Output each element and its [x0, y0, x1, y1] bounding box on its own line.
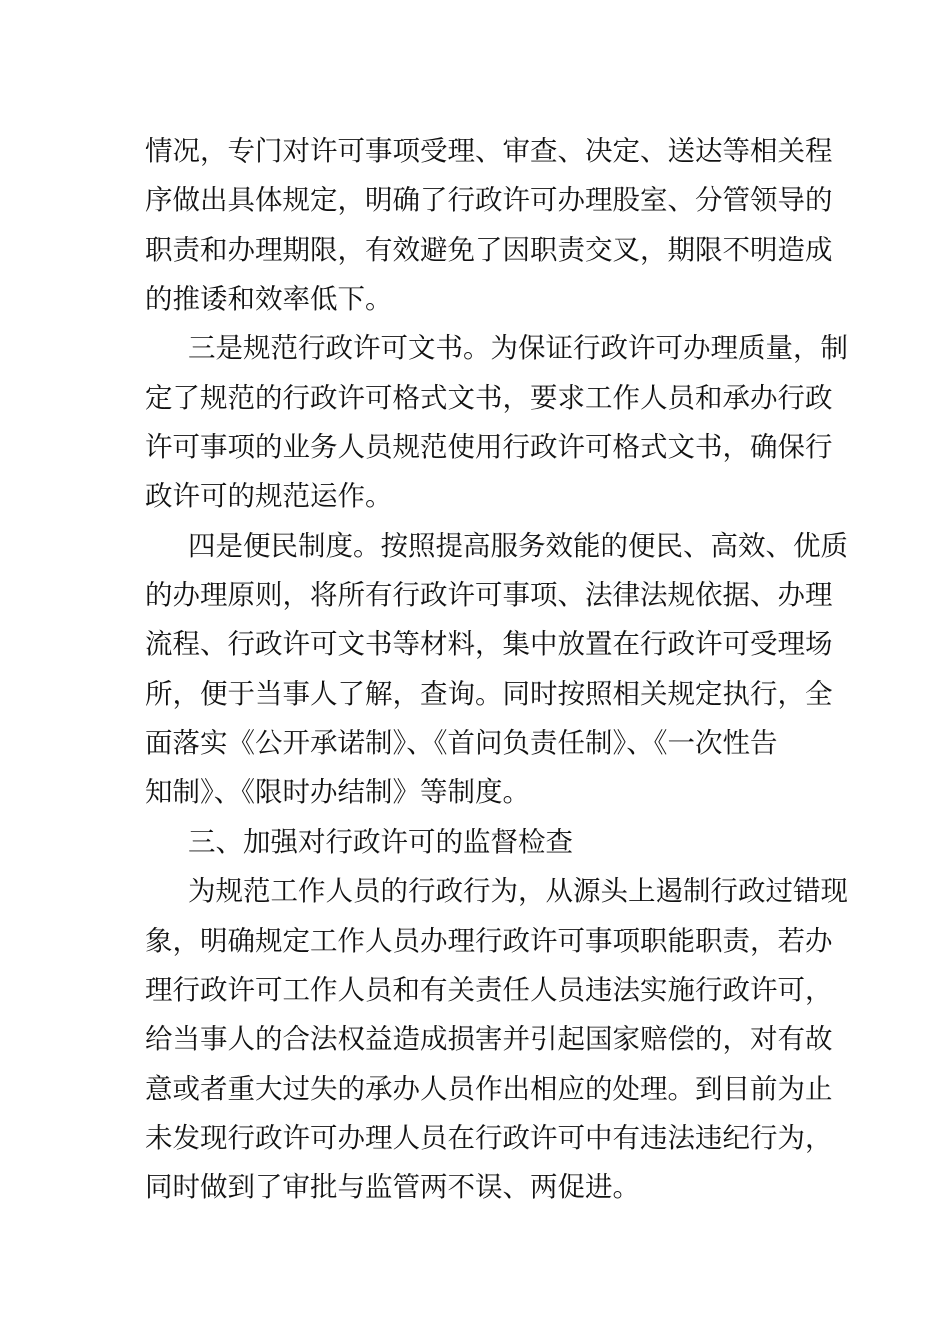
- text-line: 情况，专门对许可事项受理、审查、决定、送达等相关程: [145, 135, 833, 167]
- text-line: 许可事项的业务人员规范使用行政许可格式文书，确保行: [145, 431, 833, 464]
- text-line: 象，明确规定工作人员办理行政许可事项职能职责，若办: [145, 924, 833, 957]
- text-line: 给当事人的合法权益造成损害并引起国家赔偿的，对有故: [145, 1023, 833, 1056]
- text-line: 的推诿和效率低下。: [145, 283, 393, 316]
- text-line: 定了规范的行政许可格式文书，要求工作人员和承办行政: [145, 381, 833, 414]
- text-line: 四是便民制度。按照提高服务效能的便民、高效、优质: [188, 529, 848, 562]
- document-body: [145, 127, 848, 1213]
- text-line: 面落实《公开承诺制》、《首问负责任制》、《一次性告: [145, 727, 778, 760]
- text-line: 政许可的规范运作。: [145, 480, 393, 513]
- text-line: 职责和办理期限，有效避免了因职责交叉，期限不明造成: [145, 233, 833, 266]
- text-line: 理行政许可工作人员和有关责任人员违法实施行政许可，: [145, 973, 833, 1006]
- text-line: 三是规范行政许可文书。为保证行政许可办理质量，制: [188, 332, 848, 365]
- text-line: 的办理原则，将所有行政许可事项、法律法规依据、办理: [145, 579, 833, 612]
- text-line: 为规范工作人员的行政行为，从源头上遏制行政过错现: [188, 875, 848, 908]
- text-line: 所，便于当事人了解，查询。同时按照相关规定执行，全: [145, 677, 833, 710]
- text-line: 序做出具体规定，明确了行政许可办理股室、分管领导的: [145, 184, 833, 217]
- text-line: 三、加强对行政许可的监督检查: [188, 825, 573, 858]
- text-line: 知制》、《限时办结制》等制度。: [145, 776, 530, 809]
- text-line: 同时做到了审批与监管两不误、两促进。: [145, 1171, 640, 1204]
- text-line: 意或者重大过失的承办人员作出相应的处理。到目前为止: [145, 1072, 833, 1105]
- text-line: 流程、行政许可文书等材料，集中放置在行政许可受理场: [145, 628, 833, 661]
- text-line: 未发现行政许可办理人员在行政许可中有违法违纪行为，: [145, 1121, 833, 1154]
